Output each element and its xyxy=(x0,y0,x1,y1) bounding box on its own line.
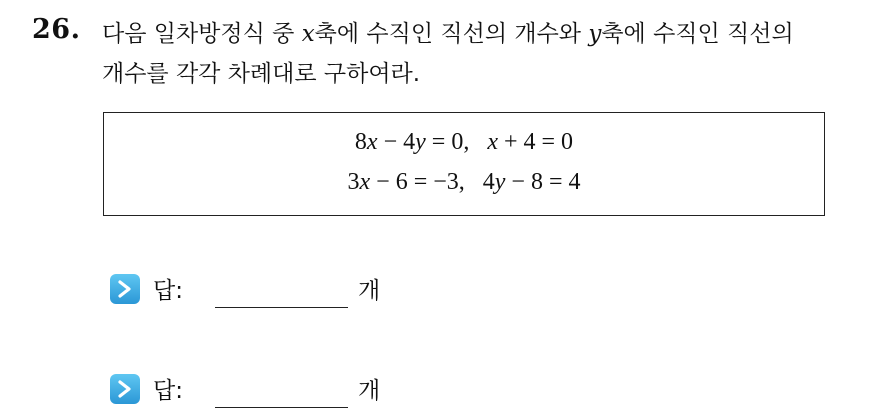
answer-row-2 xyxy=(110,370,430,410)
answer-blank[interactable] xyxy=(215,307,348,308)
eq2-var-x: x xyxy=(487,129,498,155)
variable-x: x xyxy=(301,21,315,47)
eq2-rest: + 4 = 0 xyxy=(497,129,574,155)
eq1-var-y: y xyxy=(415,129,426,155)
eq1-op: − 4 xyxy=(377,129,416,155)
answer-label: 답: xyxy=(153,378,183,404)
arrow-right-icon xyxy=(110,274,140,304)
answer-row-1 xyxy=(110,270,430,310)
equation-line-1 xyxy=(104,129,824,156)
eq3-rest: − 6 = −3, 4 xyxy=(370,169,495,195)
question-text xyxy=(102,14,872,94)
eq3-coef: 3 xyxy=(347,169,360,195)
question-text-part3: 축에 수직인 직선의 xyxy=(601,21,794,47)
variable-y: y xyxy=(588,21,602,47)
question-text-part4: 개수를 각각 차례대로 구하여라. xyxy=(102,61,421,87)
eq1-var-x: x xyxy=(366,129,378,155)
answer-unit: 개 xyxy=(358,378,381,404)
eq4-var-y: y xyxy=(494,169,506,195)
answer-label: 답: xyxy=(153,278,183,304)
question-text-part1: 다음 일차방정식 중 xyxy=(102,21,302,47)
answer-blank[interactable] xyxy=(215,407,348,408)
eq3-var-x: x xyxy=(359,169,371,195)
equation-line-2 xyxy=(104,169,824,196)
eq1-rest: = 0, xyxy=(425,129,488,155)
eq1-coef: 8 xyxy=(354,129,367,155)
eq4-rest: − 8 = 4 xyxy=(505,169,581,195)
question-number: 26. xyxy=(32,14,81,45)
answer-unit: 개 xyxy=(358,278,381,304)
equation-box xyxy=(103,112,825,216)
question-text-part2: 축에 수직인 직선의 개수와 xyxy=(314,21,589,47)
arrow-right-icon xyxy=(110,374,140,404)
